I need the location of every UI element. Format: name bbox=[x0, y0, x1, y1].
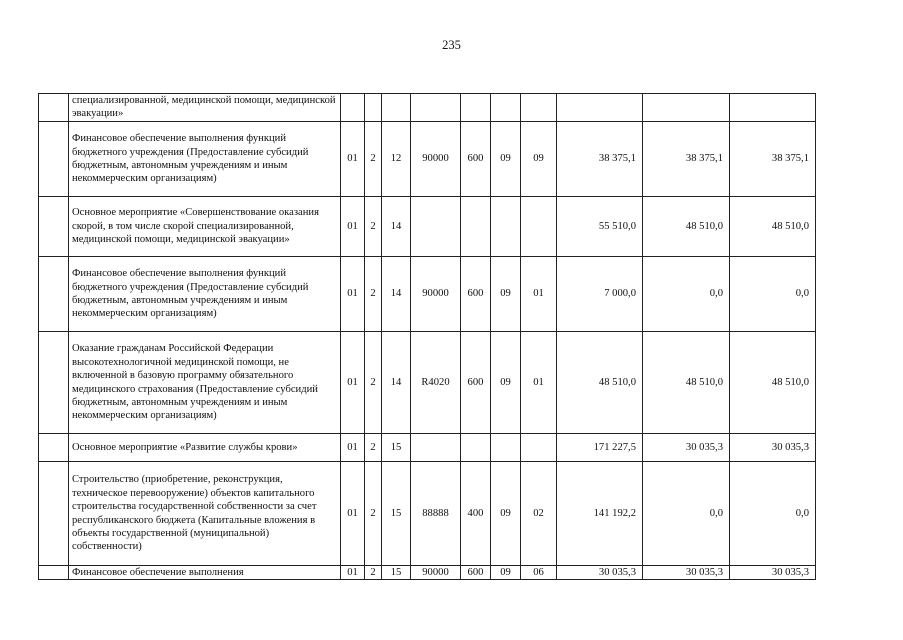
code-cell bbox=[521, 434, 557, 462]
amount-cell: 48 510,0 bbox=[730, 197, 816, 257]
code-cell bbox=[341, 94, 365, 122]
amount-cell: 38 375,1 bbox=[557, 122, 643, 197]
code-cell bbox=[491, 94, 521, 122]
code-cell: 2 bbox=[365, 434, 382, 462]
budget-table bbox=[38, 93, 816, 580]
code-cell: 600 bbox=[461, 122, 491, 197]
code-cell: 01 bbox=[341, 122, 365, 197]
code-cell: 01 bbox=[521, 332, 557, 434]
amount-cell bbox=[557, 94, 643, 122]
table-row bbox=[39, 122, 816, 197]
description-cell: Финансовое обеспечение выполнения bbox=[69, 566, 341, 580]
number-cell bbox=[39, 122, 69, 197]
number-cell bbox=[39, 197, 69, 257]
number-cell bbox=[39, 434, 69, 462]
code-cell bbox=[461, 94, 491, 122]
code-cell: 01 bbox=[341, 566, 365, 580]
code-cell: 400 bbox=[461, 462, 491, 566]
code-cell: 2 bbox=[365, 462, 382, 566]
number-cell bbox=[39, 566, 69, 580]
code-cell: 90000 bbox=[411, 566, 461, 580]
amount-cell: 38 375,1 bbox=[643, 122, 730, 197]
code-cell: 2 bbox=[365, 332, 382, 434]
amount-cell: 0,0 bbox=[643, 257, 730, 332]
code-cell: 14 bbox=[382, 332, 411, 434]
code-cell: 600 bbox=[461, 566, 491, 580]
amount-cell: 7 000,0 bbox=[557, 257, 643, 332]
amount-cell: 30 035,3 bbox=[643, 566, 730, 580]
code-cell: 14 bbox=[382, 197, 411, 257]
code-cell bbox=[521, 197, 557, 257]
code-cell bbox=[521, 94, 557, 122]
code-cell: 14 bbox=[382, 257, 411, 332]
code-cell: 15 bbox=[382, 566, 411, 580]
code-cell: 600 bbox=[461, 257, 491, 332]
amount-cell: 48 510,0 bbox=[643, 332, 730, 434]
code-cell: 01 bbox=[341, 332, 365, 434]
code-cell: 01 bbox=[341, 257, 365, 332]
amount-cell: 141 192,2 bbox=[557, 462, 643, 566]
number-cell bbox=[39, 94, 69, 122]
amount-cell: 30 035,3 bbox=[643, 434, 730, 462]
amount-cell: 30 035,3 bbox=[730, 434, 816, 462]
code-cell: 09 bbox=[491, 566, 521, 580]
amount-cell: 48 510,0 bbox=[643, 197, 730, 257]
code-cell: R4020 bbox=[411, 332, 461, 434]
amount-cell: 0,0 bbox=[643, 462, 730, 566]
amount-cell: 0,0 bbox=[730, 257, 816, 332]
amount-cell: 38 375,1 bbox=[730, 122, 816, 197]
code-cell: 15 bbox=[382, 462, 411, 566]
code-cell: 2 bbox=[365, 197, 382, 257]
code-cell: 09 bbox=[491, 332, 521, 434]
page-number: 235 bbox=[442, 38, 461, 52]
code-cell bbox=[411, 94, 461, 122]
table-row bbox=[39, 257, 816, 332]
code-cell bbox=[365, 94, 382, 122]
amount-cell: 0,0 bbox=[730, 462, 816, 566]
amount-cell: 48 510,0 bbox=[557, 332, 643, 434]
amount-cell: 30 035,3 bbox=[557, 566, 643, 580]
code-cell: 01 bbox=[341, 462, 365, 566]
description-cell: Оказание гражданам Российской Федерации высокотехнологичной медицинской помощи, не включенной в базовую программу обязательного медицинского страхования (Предоставление субсидий бюджетным, автономным учреждениям и иным некоммерческим организациям) bbox=[69, 332, 341, 434]
code-cell bbox=[461, 434, 491, 462]
code-cell: 15 bbox=[382, 434, 411, 462]
code-cell bbox=[382, 94, 411, 122]
code-cell: 09 bbox=[491, 122, 521, 197]
code-cell: 88888 bbox=[411, 462, 461, 566]
code-cell: 09 bbox=[521, 122, 557, 197]
code-cell: 90000 bbox=[411, 122, 461, 197]
code-cell: 2 bbox=[365, 122, 382, 197]
code-cell: 01 bbox=[521, 257, 557, 332]
amount-cell bbox=[643, 94, 730, 122]
description-cell: Финансовое обеспечение выполнения функций бюджетного учреждения (Предоставление субсидий бюджетным, автономным учреждениям и иным некоммерческим организациям) bbox=[69, 257, 341, 332]
description-cell: Основное мероприятие «Совершенствование оказания скорой, в том числе скорой специализированной, медицинской помощи, медицинской эвакуации» bbox=[69, 197, 341, 257]
table-row bbox=[39, 197, 816, 257]
code-cell: 2 bbox=[365, 257, 382, 332]
amount-cell bbox=[730, 94, 816, 122]
amount-cell: 48 510,0 bbox=[730, 332, 816, 434]
number-cell bbox=[39, 257, 69, 332]
table-row bbox=[39, 332, 816, 434]
code-cell: 09 bbox=[491, 462, 521, 566]
table-row bbox=[39, 462, 816, 566]
code-cell: 06 bbox=[521, 566, 557, 580]
description-cell: специализированной, медицинской помощи, медицинской эвакуации» bbox=[69, 94, 341, 122]
code-cell: 02 bbox=[521, 462, 557, 566]
amount-cell: 171 227,5 bbox=[557, 434, 643, 462]
number-cell bbox=[39, 462, 69, 566]
description-cell: Финансовое обеспечение выполнения функций бюджетного учреждения (Предоставление субсидий бюджетным, автономным учреждениям и иным некоммерческим организациям) bbox=[69, 122, 341, 197]
table-row bbox=[39, 94, 816, 122]
code-cell: 01 bbox=[341, 197, 365, 257]
code-cell: 90000 bbox=[411, 257, 461, 332]
table-row bbox=[39, 566, 816, 580]
code-cell bbox=[411, 197, 461, 257]
description-cell: Строительство (приобретение, реконструкция, техническое перевооружение) объектов капитального строительства государственной собственности за счет республиканского бюджета (Капитальные вложения в объекты государственной (муниципальной) собственности) bbox=[69, 462, 341, 566]
code-cell: 09 bbox=[491, 257, 521, 332]
code-cell bbox=[461, 197, 491, 257]
description-cell: Основное мероприятие «Развитие службы крови» bbox=[69, 434, 341, 462]
code-cell: 12 bbox=[382, 122, 411, 197]
code-cell: 2 bbox=[365, 566, 382, 580]
amount-cell: 55 510,0 bbox=[557, 197, 643, 257]
code-cell bbox=[491, 197, 521, 257]
code-cell bbox=[411, 434, 461, 462]
table-row bbox=[39, 434, 816, 462]
number-cell bbox=[39, 332, 69, 434]
code-cell: 01 bbox=[341, 434, 365, 462]
amount-cell: 30 035,3 bbox=[730, 566, 816, 580]
code-cell: 600 bbox=[461, 332, 491, 434]
code-cell bbox=[491, 434, 521, 462]
